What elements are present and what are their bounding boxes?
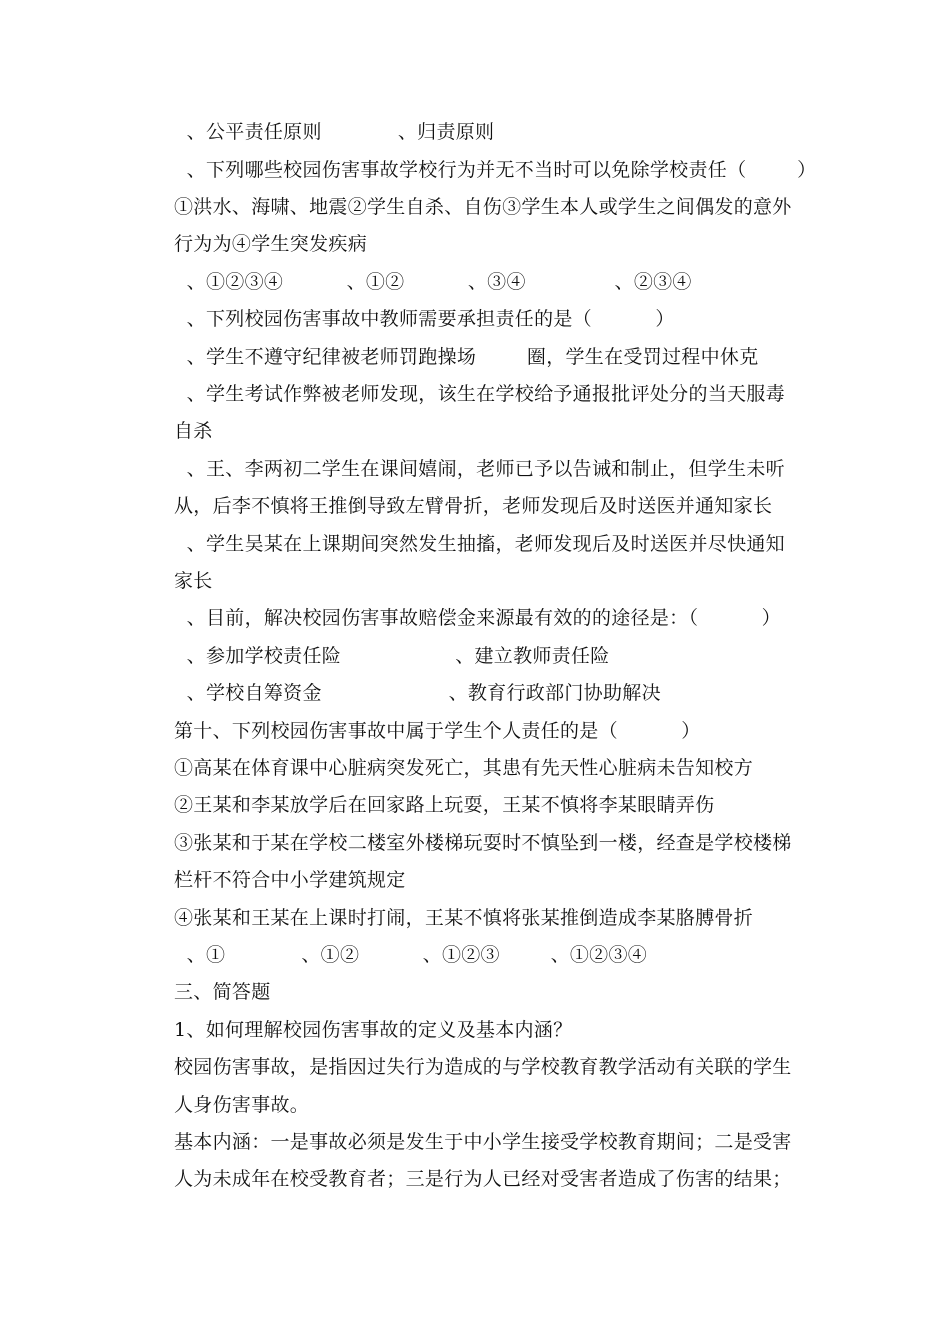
option-line: 、①②③④ 、①② 、③④ 、②③④ (174, 271, 692, 293)
question-line: 、目前，解决校园伤害事故赔偿金来源最有效的的途径是：（ ） (174, 607, 781, 629)
section-heading: 三、简答题 (174, 981, 271, 1003)
option-line: 自杀 (174, 420, 213, 442)
question-line: 、下列校园伤害事故中教师需要承担责任的是（ ） (174, 308, 675, 330)
question-line: ④张某和王某在上课时打闹，王某不慎将张某推倒造成李某胳膊骨折 (174, 907, 754, 929)
question-line: 栏杆不符合中小学建筑规定 (174, 869, 406, 891)
question-line: ①洪水、海啸、地震②学生自杀、自伤③学生本人或学生之间偶发的意外 (174, 196, 792, 218)
answer-line: 基本内涵：一是事故必须是发生于中小学生接受学校教育期间；二是受害 (174, 1131, 792, 1153)
option-line: 、学生考试作弊被老师发现，该生在学校给予通报批评处分的当天服毒 (174, 383, 785, 405)
answer-line: 人身伤害事故。 (174, 1094, 310, 1116)
option-line: 、王、李两初二学生在课间嬉闹，老师已予以告诫和制止，但学生未听 (174, 458, 785, 480)
question-line: 第十、下列校园伤害事故中属于学生个人责任的是（ ） (174, 720, 701, 742)
question-line: 、下列哪些校园伤害事故学校行为并无不当时可以免除学校责任（ ） (174, 159, 817, 181)
answer-line: 校园伤害事故，是指因过失行为造成的与学校教育教学活动有关联的学生 (174, 1056, 792, 1078)
option-line: 、学校自筹资金 、教育行政部门协助解决 (174, 682, 661, 704)
question-line: ①高某在体育课中心脏病突发死亡，其患有先天性心脏病未告知校方 (174, 757, 754, 779)
option-line: 、学生不遵守纪律被老师罚跑操场 圈，学生在受罚过程中休克 (174, 346, 759, 368)
question-line: 行为为④学生突发疾病 (174, 233, 368, 255)
question-line: ③张某和于某在学校二楼室外楼梯玩耍时不慎坠到一楼，经查是学校楼梯 (174, 832, 792, 854)
question-line: 1、如何理解校园伤害事故的定义及基本内涵？ (174, 1019, 573, 1041)
answer-line: 人为未成年在校受教育者；三是行为人已经对受害者造成了伤害的结果； (174, 1168, 792, 1190)
option-line: 从，后李不慎将王推倒导致左臂骨折，老师发现后及时送医并通知家长 (174, 495, 773, 517)
question-line: ②王某和李某放学后在回家路上玩耍，王某不慎将李某眼睛弄伤 (174, 794, 715, 816)
option-line: 、① 、①② 、①②③ 、①②③④ (174, 944, 648, 966)
option-line: 、公平责任原则 、归责原则 (174, 121, 495, 143)
option-line: 家长 (174, 570, 213, 592)
option-line: 、参加学校责任险 、建立教师责任险 (174, 645, 610, 667)
option-line: 、学生吴某在上课期间突然发生抽搐，老师发现后及时送医并尽快通知 (174, 533, 785, 555)
